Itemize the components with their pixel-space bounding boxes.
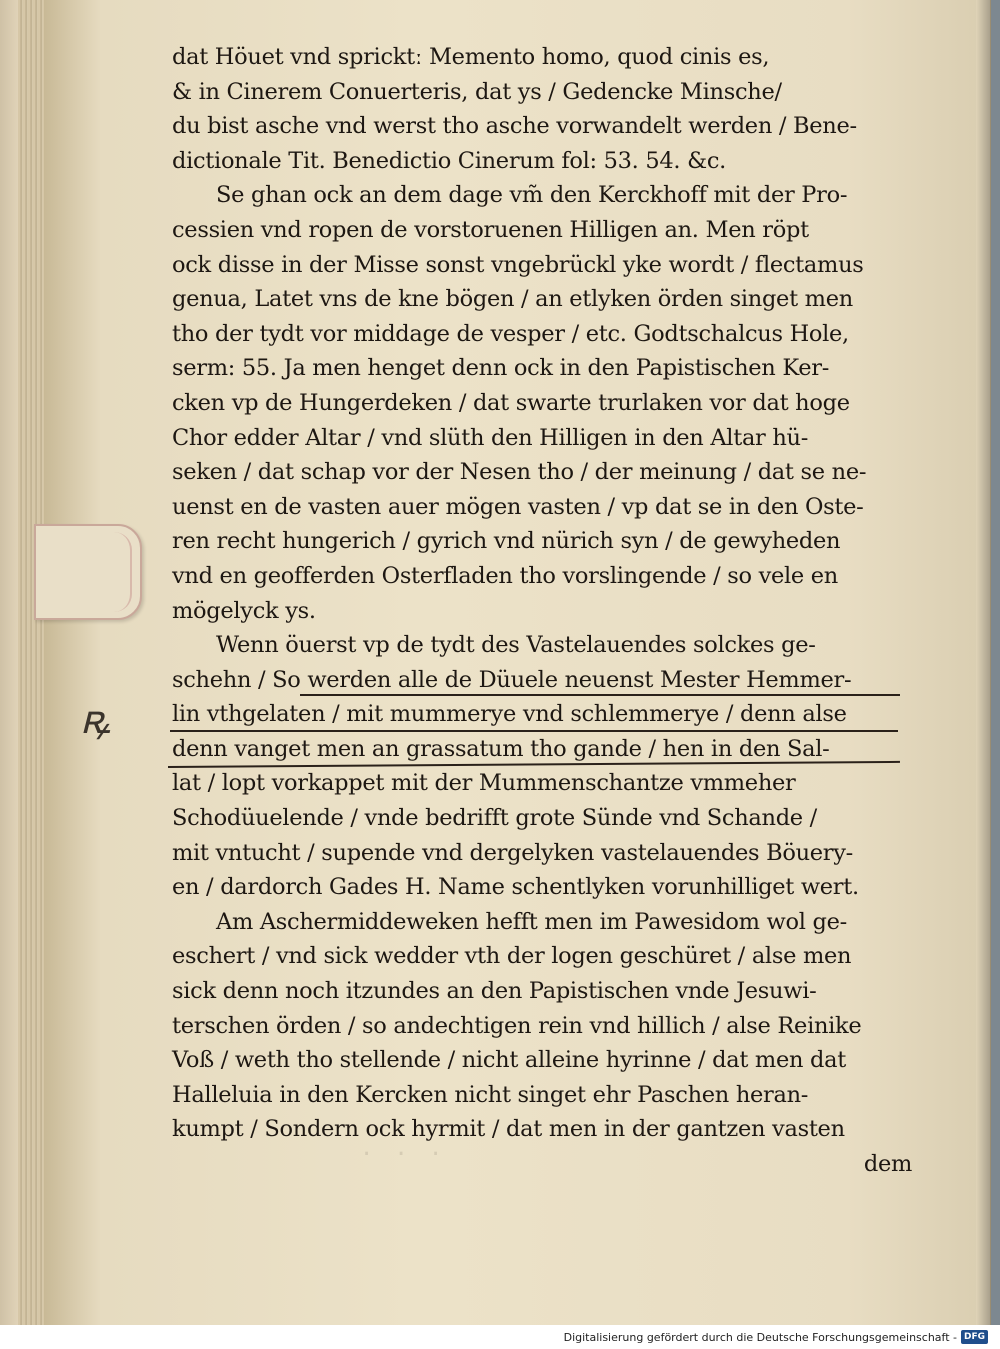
catchword: dem xyxy=(863,1151,912,1177)
text-line: terschen örden / so andechtigen rein vnd hillich / alse Reinike xyxy=(172,1012,862,1039)
dfg-logo: DFG xyxy=(961,1330,988,1344)
text-line: Am Aschermiddeweken hefft men im Pawesidom wol ge- xyxy=(216,908,847,935)
handwritten-underline xyxy=(170,730,898,732)
text-line: Wenn öuerst vp de tydt des Vastelauendes solckes ge- xyxy=(216,632,816,659)
text-line: cken vp de Hungerdeken / dat swarte trurlaken vor dat hoge xyxy=(172,389,850,416)
text-line: schehn / So werden alle de Düuele neuenst Mester Hemmer- xyxy=(172,666,852,693)
text-line: & in Cinerem Conuerteris, dat ys / Gedencke Minsche/ xyxy=(172,78,782,105)
text-line: mögelyck ys. xyxy=(172,597,316,624)
text-line: cessien vnd ropen de vorstoruenen Hilligen an. Men röpt xyxy=(172,216,809,243)
page-right-shade xyxy=(976,0,990,1325)
handwritten-underline xyxy=(300,694,900,696)
text-line: Halleluia in den Kercken nicht singet ehr Paschen heran- xyxy=(172,1081,809,1108)
text-line: seken / dat schap vor der Nesen tho / der meinung / dat se ne- xyxy=(172,459,867,486)
text-line: sick denn noch itzundes an den Papistischen vnde Jesuwi- xyxy=(172,978,817,1005)
page-text xyxy=(172,40,912,1182)
bleed-through-text: · · · xyxy=(360,1142,447,1167)
text-line: Schodüuelende / vnde bedrifft grote Sünde vnd Schande / xyxy=(172,805,817,832)
text-line: Chor edder Altar / vnd slüth den Hilligen in den Altar hü- xyxy=(172,424,809,451)
text-line: ren recht hungerich / gyrich vnd nürich syn / de gewyheden xyxy=(172,528,841,555)
text-line: lin vthgelaten / mit mummerye vnd schlemmerye / denn alse xyxy=(172,701,847,728)
text-line: mit vntucht / supende vnd dergelyken vastelauendes Böuery- xyxy=(172,839,853,866)
footer-bar xyxy=(0,1325,1000,1349)
text-line: denn vanget men an grassatum tho gande / hen in den Sal- xyxy=(172,735,830,762)
text-line: eschert / vnd sick wedder vth der logen geschüret / alse men xyxy=(172,943,852,970)
text-line: vnd en geofferden Osterfladen tho vorslingende / so vele en xyxy=(172,562,839,589)
text-line: en / dardorch Gades H. Name schentlyken vorunhilliget wert. xyxy=(172,874,859,901)
text-line: kumpt / Sondern ock hyrmit / dat men in der gantzen vasten xyxy=(172,1116,845,1143)
text-line: lat / lopt vorkappet mit der Mummenschantze vmmeher xyxy=(172,770,796,797)
text-line: genua, Latet vns de kne bögen / an etlyken örden singet men xyxy=(172,286,853,313)
text-line: uenst en de vasten auer mögen vasten / vp dat se in den Oste- xyxy=(172,493,864,520)
text-line: du bist asche vnd werst tho asche vorwandelt werden / Bene- xyxy=(172,113,857,140)
text-line: Voß / weth tho stellende / nicht alleine hyrinne / dat men dat xyxy=(172,1047,846,1074)
text-line: dat Höuet vnd spricktː Memento homo, quod cinis es, xyxy=(172,44,770,70)
text-line: Se ghan ock an dem dage vm̃ den Kerckhoff mit der Pro- xyxy=(216,182,848,209)
text-line: serm: 55. Ja men henget denn ock in den Papistischen Ker- xyxy=(172,355,829,382)
footer-credit: Digitalisierung gefördert durch die Deutsche Forschungsgemeinschaft - xyxy=(563,1330,957,1344)
margin-annotation-mark: ꝶ xyxy=(80,697,111,743)
text-line: tho der tydt vor middage de vesper / etc. Godtschalcus Hole, xyxy=(172,320,849,347)
bookmark-tab xyxy=(34,524,142,620)
text-line: dictionale Tit. Benedictio Cinerum fol: 53. 54. &c. xyxy=(172,147,727,174)
text-line: ock disse in der Misse sonst vngebrückl yke wordt / flectamus xyxy=(172,251,864,278)
